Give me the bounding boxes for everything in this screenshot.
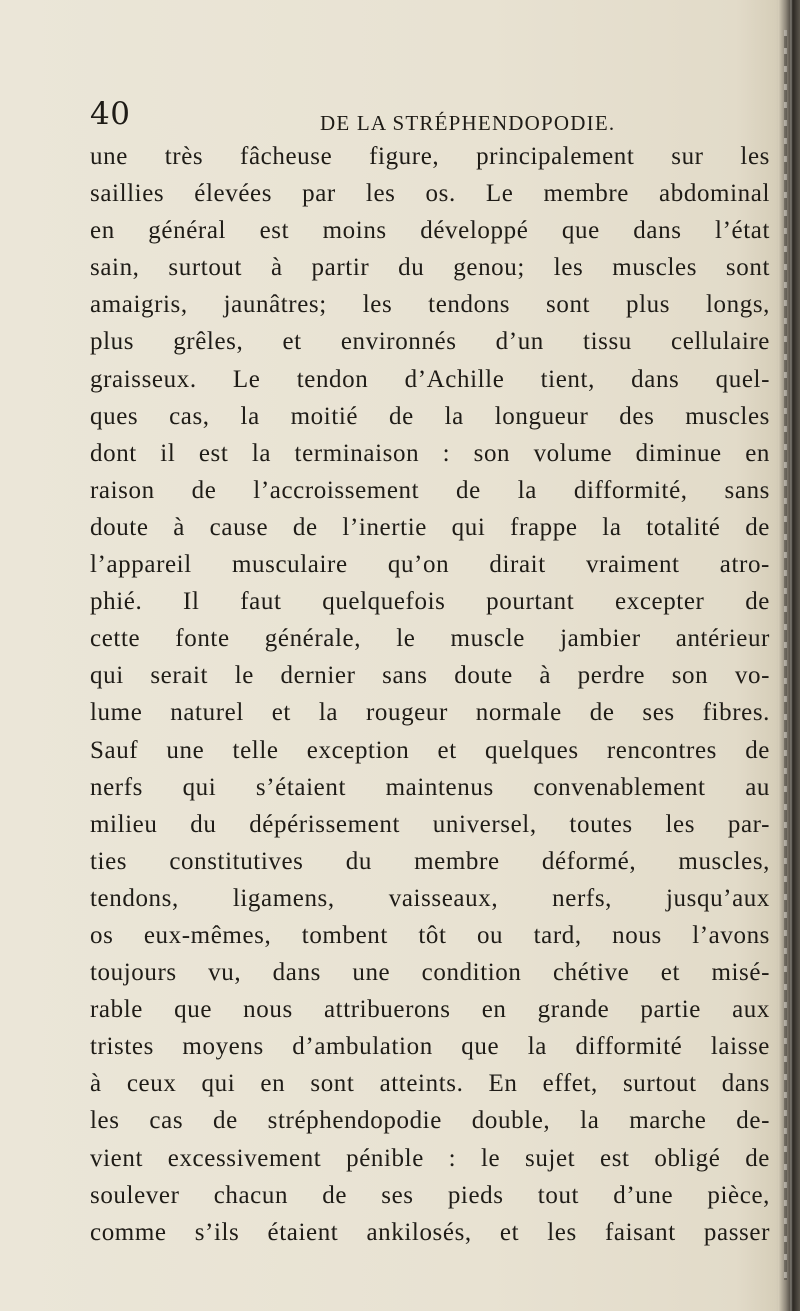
text-line: tristes moyens d’ambulation que la difformité laisse <box>90 1033 770 1061</box>
text-line: toujours vu, dans une condition chétive et misé- <box>90 959 770 987</box>
text-line: rable que nous attribuerons en grande partie aux <box>90 996 770 1024</box>
page-header <box>90 96 790 136</box>
text-line: une très fâcheuse figure, principalement sur les <box>90 143 770 170</box>
text-line: comme s’ils étaient ankilosés, et les faisant passer <box>90 1218 770 1246</box>
text-line: tendons, ligamens, vaisseaux, nerfs, jusqu’aux <box>90 884 770 912</box>
page-edge-shadow <box>778 0 800 1311</box>
text-line: milieu du dépérissement universel, toutes les par- <box>90 810 770 838</box>
text-line: saillies élevées par les os. Le membre abdominal <box>90 180 770 208</box>
text-line: phié. Il faut quelquefois pourtant excepter de <box>90 588 770 616</box>
text-line: l’appareil musculaire qu’on dirait vraiment atro- <box>90 551 770 579</box>
text-line: os eux-mêmes, tombent tôt ou tard, nous l’avons <box>90 921 770 949</box>
text-line: cette fonte générale, le muscle jambier antérieur <box>90 625 770 653</box>
text-line: vient excessivement pénible : le sujet est obligé de <box>90 1144 770 1172</box>
text-line: sain, surtout à partir du genou; les muscles sont <box>90 254 770 282</box>
text-line: lume naturel et la rougeur normale de ses fibres. <box>90 699 770 727</box>
text-line: nerfs qui s’étaient maintenus convenablement au <box>90 773 770 801</box>
text-line: ques cas, la moitié de la longueur des muscles <box>90 402 770 430</box>
text-line: les cas de stréphendopodie double, la marche de- <box>90 1107 770 1135</box>
text-line: ties constitutives du membre déformé, muscles, <box>90 847 770 875</box>
text-line: soulever chacun de ses pieds tout d’une pièce, <box>90 1181 770 1209</box>
body-text <box>90 138 770 1251</box>
text-line: en général est moins développé que dans l’état <box>90 217 770 245</box>
text-line: amaigris, jaunâtres; les tendons sont plus longs, <box>90 291 770 319</box>
text-line: doute à cause de l’inertie qui frappe la totalité de <box>90 513 770 541</box>
text-line: Sauf une telle exception et quelques rencontres de <box>90 736 770 764</box>
text-line: raison de l’accroissement de la difformité, sans <box>90 476 770 504</box>
text-line: plus grêles, et environnés d’un tissu cellulaire <box>90 328 770 356</box>
text-line: à ceux qui en sont atteints. En effet, surtout dans <box>90 1070 770 1098</box>
text-line: graisseux. Le tendon d’Achille tient, dans quel- <box>90 365 770 393</box>
text-line: dont il est la terminaison : son volume diminue en <box>90 439 770 467</box>
text-line: qui serait le dernier sans doute à perdre son vo- <box>90 662 770 690</box>
running-title: DE LA STRÉPHENDOPODIE. <box>320 111 616 135</box>
page-number: 40 <box>90 96 131 132</box>
